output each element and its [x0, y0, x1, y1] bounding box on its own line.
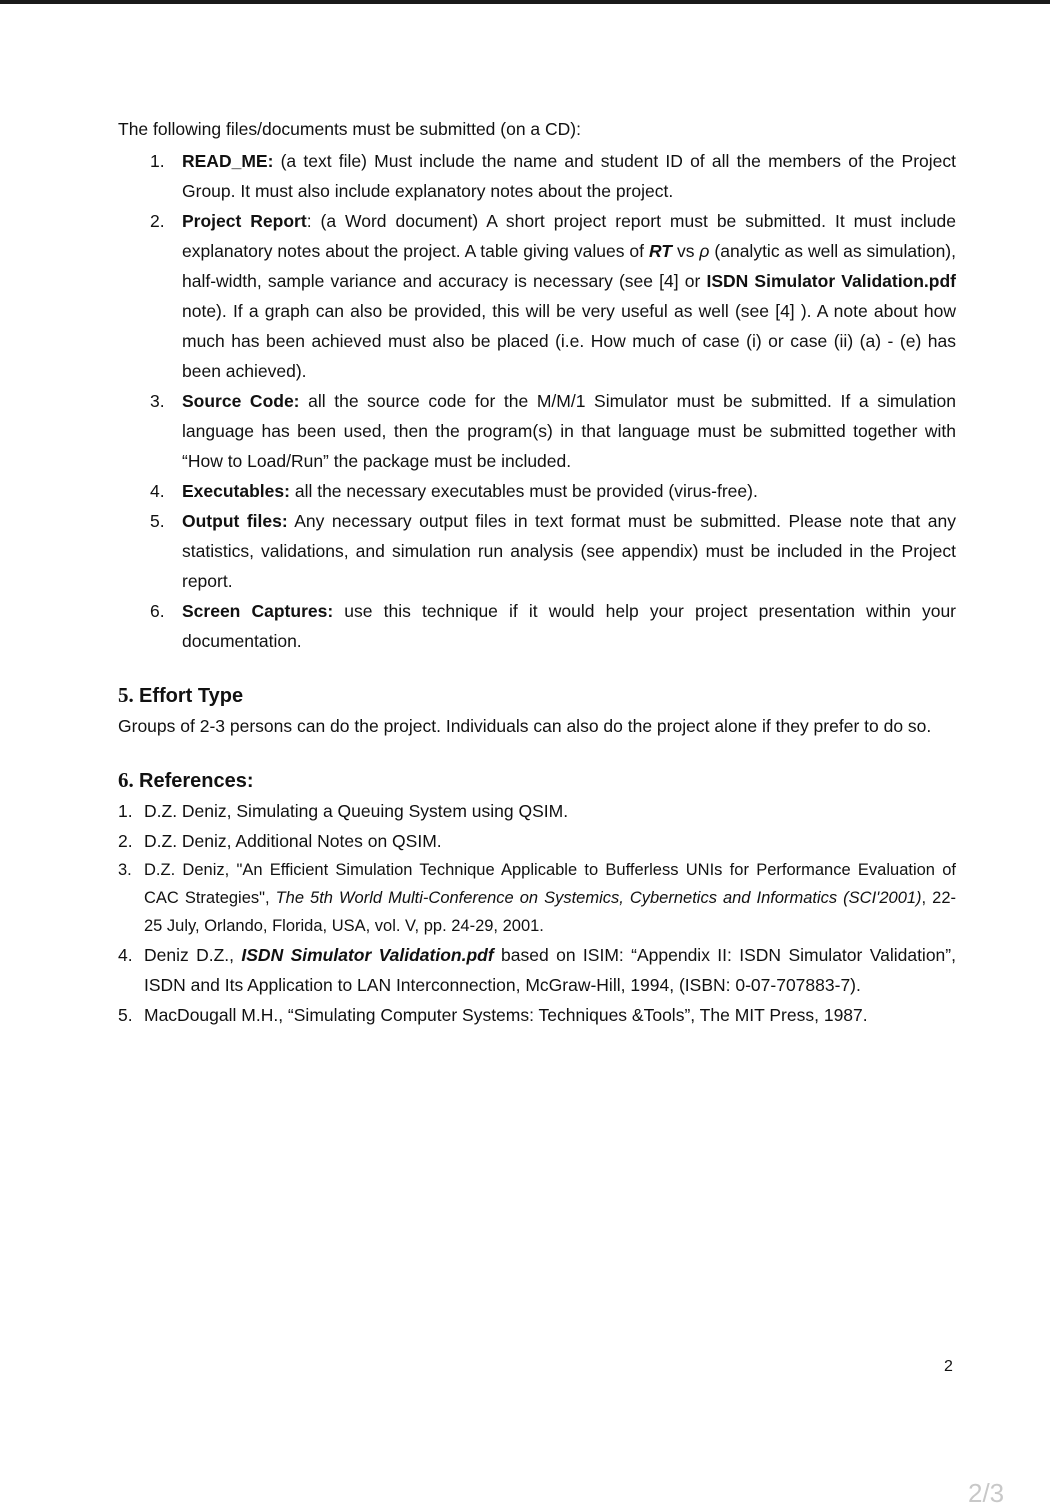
emphasis-text: Project Report — [182, 211, 307, 231]
emphasis-text: Screen Captures: — [182, 601, 334, 621]
emphasis-text: ρ — [699, 241, 710, 261]
reference-number: 3. — [118, 861, 132, 879]
reference-text — [144, 1005, 868, 1025]
text-run: note). If a graph can also be provided, this will be very useful as well (see [4] ). A note about how much has been achieved must also be placed (i.e. How much of case (i) or case (ii) (a) - (e) has been achieved). — [182, 301, 956, 381]
top-border — [0, 0, 1050, 4]
reference-item — [118, 796, 956, 826]
reference-text — [144, 831, 442, 851]
item-text — [182, 211, 956, 381]
page-number: 2 — [944, 1358, 953, 1375]
emphasis-text: READ_ME: — [182, 151, 274, 171]
emphasis-text: ISDN Simulator Validation.pdf — [706, 271, 957, 291]
section-number: 5. — [118, 683, 134, 707]
text-run: , 22-25 July, Orlando, Florida, USA, vol. V, pp. 24-29, 2001. — [144, 889, 956, 935]
item-number: 1. — [150, 151, 165, 171]
page-indicator: 2/3 — [968, 1478, 1005, 1508]
section-title-text: Effort Type — [139, 685, 244, 707]
item-text — [182, 391, 956, 471]
section-number: 6. — [118, 768, 134, 792]
text-run: all the source code for the M/M/1 Simulator must be submitted. If a simulation language has been used, then the program(s) in that language must be submitted together with “How to Load/Run” the package must be included. — [182, 391, 956, 471]
section-title-text: References: — [139, 770, 254, 792]
references-heading — [118, 765, 956, 796]
item-number: 2. — [150, 211, 165, 231]
reference-item — [118, 940, 956, 1000]
reference-number: 2. — [118, 831, 133, 851]
item-text — [182, 481, 758, 501]
text-run: (a text file) Must include the name and student ID of all the members of the Project Group. It must also include explanatory notes about the project. — [182, 151, 956, 201]
references-list — [118, 796, 956, 1030]
text-run: Any necessary output files in text format must be submitted. Please note that any statistics, validations, and simulation run analysis (see appendix) must be included in the Project report. — [182, 511, 956, 591]
emphasis-text: The 5th World Multi-Conference on Systemics, Cybernetics and Informatics (SCI'2001) — [275, 889, 922, 907]
text-run: D.Z. Deniz, Simulating a Queuing System using QSIM. — [144, 801, 569, 821]
reference-number: 1. — [118, 801, 133, 821]
reference-number: 5. — [118, 1005, 133, 1025]
text-run: D.Z. Deniz, "An Efficient Simulation Technique Applicable to Bufferless UNIs for Performance Evaluation of CAC Strategies", — [144, 861, 956, 907]
emphasis-text: Output files: — [182, 511, 288, 531]
effort-type-heading — [118, 680, 956, 711]
text-run: vs — [672, 241, 700, 261]
emphasis-text: Executables: — [182, 481, 290, 501]
text-run: use this technique if it would help your project presentation within your documentation. — [182, 601, 957, 651]
reference-text — [144, 945, 956, 995]
reference-item — [118, 826, 956, 856]
item-number: 3. — [150, 391, 165, 411]
text-run: D.Z. Deniz, Additional Notes on QSIM. — [144, 831, 442, 851]
emphasis-text: Source Code: — [182, 391, 300, 411]
item-number: 6. — [150, 601, 165, 621]
item-text — [182, 601, 956, 651]
submission-item — [118, 146, 956, 206]
submission-list — [118, 146, 956, 656]
text-run: Deniz D.Z., — [144, 945, 242, 965]
item-text — [182, 151, 956, 201]
submission-item — [118, 596, 956, 656]
submission-item — [118, 206, 956, 386]
submission-intro: The following files/documents must be submitted (on a CD): — [118, 119, 581, 139]
emphasis-text: RT — [648, 241, 672, 261]
item-number: 4. — [150, 481, 165, 501]
reference-item — [118, 1000, 956, 1030]
reference-text — [144, 861, 956, 935]
item-number: 5. — [150, 511, 165, 531]
text-run: (analytic as well as simulation), half-width, sample variance and accuracy is necessary (see [4] or — [182, 241, 956, 291]
emphasis-text: ISDN Simulator Validation.pdf — [241, 945, 494, 965]
submission-item — [118, 506, 956, 596]
text-run: all the necessary executables must be provided (virus-free). — [289, 481, 758, 501]
submission-item — [118, 386, 956, 476]
reference-number: 4. — [118, 945, 133, 965]
effort-type-text: Groups of 2-3 persons can do the project. Individuals can also do the project alone if they prefer to do so. — [118, 716, 932, 736]
text-run: MacDougall M.H., “Simulating Computer Systems: Techniques &Tools”, The MIT Press, 1987. — [144, 1005, 868, 1025]
text-run: based on ISIM: “Appendix II: ISDN Simulator Validation”, ISDN and Its Application to LAN Interconnection, McGraw-Hill, 1994, (ISBN: 0-07-707883-7). — [144, 945, 956, 995]
item-text — [182, 511, 956, 591]
text-run: : (a Word document) A short project report must be submitted. It must include explanatory notes about the project. A table giving values of — [182, 211, 956, 261]
reference-item — [118, 856, 956, 940]
reference-text — [144, 801, 568, 821]
document-page — [118, 114, 956, 1030]
submission-item — [118, 476, 956, 506]
